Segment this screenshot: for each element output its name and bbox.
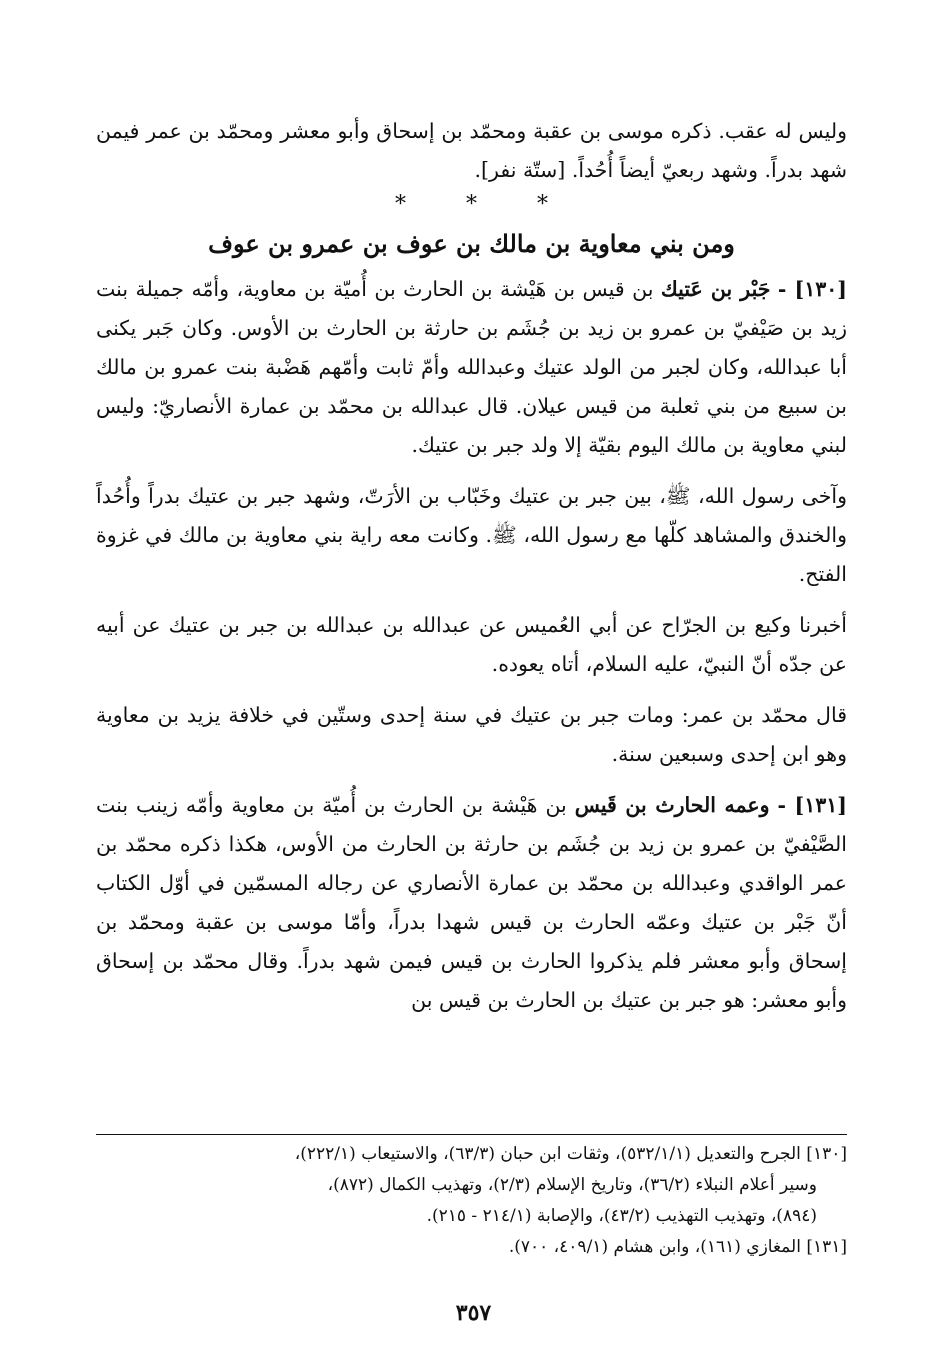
paragraph-hadith: أخبرنا وكيع بن الجرّاح عن أبي العُميس عن عبدالله بن عبدالله بن جبر بن عتيك عن أبيه عن جدّه أنّ النبيّ، عليه السلام، أتاه يعوده. [96,613,847,676]
paragraph-death: قال محمّد بن عمر: ومات جبر بن عتيك في سنة إحدى وستّين في خلافة يزيد بن معاوية وهو ابن إحدى وسبعين سنة. [96,703,847,766]
page-number: ٣٥٧ [455,1300,492,1326]
entry-name: جَبْر بن عَتيك [660,277,771,301]
entry-number: [١٣٠] - [777,277,847,301]
separator-star: * [395,192,406,217]
footnote-131: [١٣١] المغازي (١٦١)، وابن هشام (٤٠٩/١، ٧٠٠). [508,1237,847,1257]
section-heading: ومن بني معاوية بن مالك بن عوف بن عمرو بن عوف [208,229,735,258]
entry-number: [١٣١] - [777,793,847,817]
footnote-130-cont: وسير أعلام النبلاء (٣٦/٢)، وتاريخ الإسلام (٢/٣)، وتهذيب الكمال (٨٧٢)، [327,1175,817,1195]
separator-star: * [537,192,548,217]
entry-130 [96,270,847,465]
entry-text: بن قيس بن هَيْشة بن الحارث بن أُميّة بن معاوية، وأمّه جميلة بنت زيد بن صَيْفيّ بن عمرو بن زيد بن جُشَم بن حارثة بن الحارث بن الأوس. وكان جَبر يكنى أبا عبدالله، وكان لجبر من الولد عتيك وعبدالله وأمّ ثابت وأمّهم هَضْبة بنت عمرو بن مالك بن سبيع من بني ثعلبة من قيس عيلان. قال عبدالله بن محمّد بن عمارة الأنصاريّ: وليس لبني معاوية بن مالك اليوم بقيّة إلا ولد جبر بن عتيك. [96,277,847,457]
section-separator [96,190,847,220]
main-text [96,112,847,1032]
paragraph-brotherhood: وآخى رسول الله، ﷺ، بين جبر بن عتيك وخَبّاب بن الأرَتّ، وشهد جبر بن عتيك بدراً وأُحُداً والخندق والمشاهد كلّها مع رسول الله، ﷺ. وكانت معه راية بني معاوية بن مالك في غزوة الفتح. [96,484,847,586]
footnotes [96,1134,847,1263]
entry-name: وعمه الحارث بن قَيس [574,793,770,817]
footnote-130: [١٣٠] الجرح والتعديل (٥٣٢/١/١)، وثقات ابن حبان (٦٣/٣)، والاستيعاب (٢٢٢/١)، [294,1144,847,1164]
paragraph-continuation: وليس له عقب. ذكره موسى بن عقبة ومحمّد بن إسحاق وأبو معشر ومحمّد بن عمر فيمن شهد بدراً. وشهد ربعيّ أيضاً أُحُداً. [ستّة نفر]. [96,119,847,182]
footnote-130-cont: (٨٩٤)، وتهذيب التهذيب (٤٣/٢)، والإصابة (٢١٤/١ - ٢١٥). [426,1206,817,1226]
entry-text: بن هَيْشة بن الحارث بن أُميّة بن معاوية وأمّه زينب بنت الصَّيْفيّ بن عمرو بن زيد بن جُشَم بن حارثة بن الحارث من الأوس، هكذا ذكره محمّد بن عمر الواقدي وعبدالله بن محمّد بن عمارة الأنصاري عن رجاله المسمّين في أوّل الكتاب أنّ جَبْر بن عتيك وعمّه الحارث بن قيس شهدا بدراً، وأمّا موسى بن عقبة ومحمّد بن إسحاق وأبو معشر فلم يذكروا الحارث بن قيس فيمن شهد بدراً. وقال محمّد بن إسحاق وأبو معشر: هو جبر بن عتيك بن الحارث بن قيس بن [96,793,847,1012]
separator-star: * [466,192,477,217]
entry-131 [96,786,847,1020]
